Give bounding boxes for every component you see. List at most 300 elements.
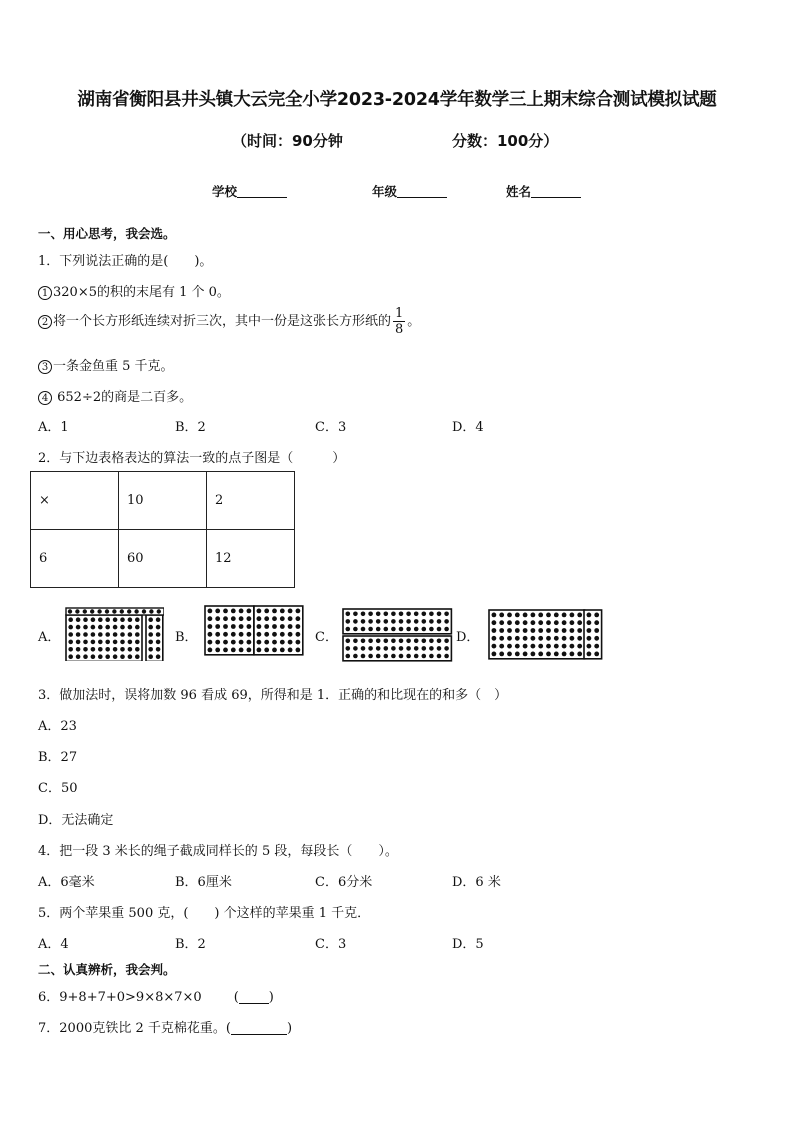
dot [264,624,269,629]
dot [296,609,301,614]
dot [135,625,140,630]
dot [492,652,497,657]
dot [444,619,449,624]
dot [353,627,358,632]
dot [215,632,220,637]
dot [239,632,244,637]
dot [239,609,244,614]
dot [68,640,73,645]
dot [264,648,269,653]
dot [361,654,366,659]
dot [562,644,567,649]
dot [83,632,88,637]
dot [346,646,351,651]
dot [570,644,575,649]
dot [554,652,559,657]
dot [531,644,536,649]
dot [135,647,140,652]
dot [507,652,512,657]
q1-statement-3 [38,355,174,374]
dot [437,654,442,659]
dot [83,647,88,652]
dot [499,644,504,649]
q3-option-a[interactable]: A．23 [38,719,77,734]
q5-option-b[interactable]: B．2 [175,937,206,952]
dot [594,628,599,633]
dot [272,609,277,614]
dot [507,620,512,625]
dot [135,632,140,637]
dot [444,612,449,617]
dot [492,613,497,618]
dot [406,619,411,624]
dot [272,632,277,637]
dot [105,640,110,645]
dot [368,627,373,632]
dot [429,639,434,644]
dot [128,632,133,637]
dot [414,654,419,659]
table-row [31,472,295,530]
dot [531,652,536,657]
dot [148,617,153,622]
dot [414,619,419,624]
fraction-denominator: 8 [395,322,404,337]
dot [594,652,599,657]
dot [587,636,592,641]
q1-stem: 1．下列说法正确的是( )。 [38,254,213,269]
dot [391,612,396,617]
dot [296,616,301,621]
score-label: 分数：100分） [452,132,559,150]
dot-block-frame [343,609,451,634]
dot [83,609,87,613]
dot [128,647,133,652]
circle-number-1: 1 [38,286,52,300]
dot [515,628,520,633]
dot [156,632,161,637]
school-label: 学校 [212,184,238,199]
q4-stem: 4．把一段 3 米长的绳子截成同样长的 5 段，每段长（ ）。 [38,844,398,859]
name-blank[interactable] [531,185,581,198]
dot [546,620,551,625]
q1-option-c[interactable]: C．3 [315,420,347,435]
dot [134,609,138,613]
dot-block-frame [584,610,602,659]
dot [91,640,96,645]
q4-option-a[interactable]: A．6毫米 [38,875,95,890]
dot [288,624,293,629]
dot [376,646,381,651]
dot [223,640,228,645]
dot [523,613,528,618]
dot [113,654,118,659]
dot [376,639,381,644]
q4-option-c[interactable]: C．6分米 [315,875,373,890]
dot [499,613,504,618]
dot [523,620,528,625]
dot [128,654,133,659]
dot [361,639,366,644]
name-label: 姓名 [506,184,532,199]
dot [437,619,442,624]
dot [98,617,103,622]
dot [91,632,96,637]
dot [280,640,285,645]
circle-number-3: 3 [38,360,52,374]
dot [288,648,293,653]
dot [562,652,567,657]
dot [135,640,140,645]
dot [120,654,125,659]
dot [546,644,551,649]
dot [247,648,252,653]
dot [437,646,442,651]
dot [98,654,103,659]
dot [128,617,133,622]
dot [499,628,504,633]
dot [391,627,396,632]
dot [247,609,252,614]
dot [594,613,599,618]
dot [399,654,404,659]
q2-option-d-label[interactable]: D． [456,630,480,645]
circle-number-2: 2 [38,315,52,329]
q5-option-d[interactable]: D．5 [452,937,484,952]
dot-diagram-d[interactable] [488,609,604,663]
fraction-one-eighth [393,306,405,337]
dot [577,652,582,657]
dot [148,654,153,659]
dot-diagram-c[interactable] [342,608,454,664]
dot [515,644,520,649]
dot [68,625,73,630]
dot [562,628,567,633]
dot [120,647,125,652]
dot-block-frame [146,615,163,661]
dot [515,652,520,657]
dot [208,648,213,653]
dot [247,624,252,629]
dot [264,609,269,614]
dot [587,644,592,649]
dot [223,624,228,629]
dot [399,646,404,651]
dot [376,654,381,659]
dot [280,616,285,621]
q7-answer-blank[interactable] [231,1022,287,1035]
dot [112,609,116,613]
dot [128,625,133,630]
dot [515,636,520,641]
q1-statement-4-text: 652÷2的商是二百多。 [53,390,193,405]
dot [414,612,419,617]
dot [562,613,567,618]
q7-statement [38,1017,292,1036]
q1-statement-1-text: 320×5的积的末尾有 1 个 0。 [53,285,230,300]
dot [156,654,161,659]
dot [361,612,366,617]
dot [288,609,293,614]
dot [399,619,404,624]
dot [384,612,389,617]
dot [68,617,73,622]
dot [127,609,131,613]
dot [156,625,161,630]
q5-option-a[interactable]: A．4 [38,937,69,952]
dot [135,654,140,659]
dot [587,652,592,657]
dot-block-frame [254,606,303,655]
dot [384,654,389,659]
dot [577,644,582,649]
dot [368,639,373,644]
dot [546,636,551,641]
dot [113,625,118,630]
dot [231,648,236,653]
dot [272,616,277,621]
dot [113,647,118,652]
q2-option-b-label[interactable]: B． [175,630,198,645]
dot [156,617,161,622]
dot [239,640,244,645]
dot [135,617,140,622]
dot [437,639,442,644]
dot [429,646,434,651]
q4-option-d[interactable]: D．6 米 [452,875,501,890]
dot [68,609,72,613]
q7-paren-close: ) [286,1021,293,1036]
dot [288,640,293,645]
table-cell: × [31,472,119,530]
dot [157,609,161,613]
dot [444,639,449,644]
dot [507,628,512,633]
dot [83,654,88,659]
dot [570,613,575,618]
dot-block-frame [489,610,585,659]
dot [406,654,411,659]
dot [105,617,110,622]
dot [91,617,96,622]
dot [76,654,81,659]
dot [208,616,213,621]
dot [422,619,427,624]
dot-block-frame [66,615,142,661]
q1-statement-2 [38,306,420,337]
dot [499,620,504,625]
q2-option-c-label[interactable]: C． [315,630,338,645]
dot [368,619,373,624]
dot [91,647,96,652]
dot [113,640,118,645]
dot [554,636,559,641]
q7-text: 7．2000克铁比 2 千克棉花重。( [38,1021,231,1036]
dot [507,636,512,641]
dot [97,609,101,613]
dot [353,619,358,624]
dot [231,609,236,614]
dot [391,654,396,659]
dot-diagram-a[interactable] [64,607,164,661]
dot [215,609,220,614]
dot [223,632,228,637]
dot [91,625,96,630]
q3-option-b[interactable]: B．27 [38,750,78,765]
dot [247,616,252,621]
dot [346,639,351,644]
dot [538,644,543,649]
dot [384,627,389,632]
table-cell: 2 [207,472,295,530]
dot [594,636,599,641]
dot [120,625,125,630]
q5-option-c[interactable]: C．3 [315,937,347,952]
dot [68,647,73,652]
dot [156,640,161,645]
dot [406,639,411,644]
dot [257,648,262,653]
dot [76,617,81,622]
dot [376,612,381,617]
q2-stem: 2．与下边表格表达的算法一致的点子图是（ ） [38,451,346,466]
dot [531,620,536,625]
dot [554,628,559,633]
q6-answer-blank[interactable] [239,991,269,1004]
dot [215,616,220,621]
q1-statement-3-text: 一条金鱼重 5 千克。 [53,359,174,374]
dot [90,609,94,613]
dot [280,648,285,653]
table-row [31,530,295,588]
dot [120,640,125,645]
dot [577,620,582,625]
q3-stem: 3．做加法时，误将加数 96 看成 69，所得和是 1．正确的和比现在的和多（ ） [38,688,508,703]
dot [353,654,358,659]
dot [361,627,366,632]
dot [562,620,567,625]
dot [414,639,419,644]
circle-number-4: 4 [38,391,52,405]
q1-option-d[interactable]: D．4 [452,420,484,435]
dot [98,632,103,637]
dot [507,644,512,649]
dot [120,632,125,637]
dot [113,617,118,622]
dot [149,609,153,613]
dot [523,628,528,633]
q6-text: 6．9+8+7+0>9×8×7×0 [38,990,202,1005]
dot [538,636,543,641]
dot [554,620,559,625]
dot [384,639,389,644]
grade-field [372,182,447,200]
dot [288,632,293,637]
dot [215,624,220,629]
dot [368,612,373,617]
dot [391,619,396,624]
dot [296,648,301,653]
dot [429,612,434,617]
dot [523,652,528,657]
dot [429,654,434,659]
dot [346,627,351,632]
dot [577,628,582,633]
q1-statement-2-text: 将一个长方形纸连续对折三次，其中一份是这张长方形纸的 [53,314,392,329]
dot [231,632,236,637]
dot [346,654,351,659]
dot [346,619,351,624]
dot [507,613,512,618]
grade-blank[interactable] [397,185,447,198]
dot-diagram-b[interactable] [204,605,304,659]
grade-label: 年级 [372,184,398,199]
dot [98,647,103,652]
school-blank[interactable] [237,185,287,198]
dot [247,632,252,637]
dot [142,609,146,613]
dot [546,652,551,657]
dot [83,617,88,622]
time-label: （时间：90分钟 [232,132,343,150]
q3-option-c[interactable]: C．50 [38,781,78,796]
dot [128,640,133,645]
dot [587,620,592,625]
dot [98,640,103,645]
dot [384,646,389,651]
dot [492,636,497,641]
dot [554,644,559,649]
dot [422,627,427,632]
q1-statement-4 [38,386,192,405]
dot [422,612,427,617]
dot [91,654,96,659]
dot [444,654,449,659]
dot [437,612,442,617]
dot [76,640,81,645]
q1-option-a[interactable]: A．1 [38,420,69,435]
dot [148,647,153,652]
dot [562,636,567,641]
q4-option-b[interactable]: B．6厘米 [175,875,232,890]
dot [391,639,396,644]
dot [264,640,269,645]
dot [546,613,551,618]
dot [406,612,411,617]
dot [353,646,358,651]
q1-option-b[interactable]: B．2 [175,420,206,435]
dot [492,628,497,633]
q6-paren-open: ( [233,990,239,1005]
dot-block-frame [205,606,254,655]
dot [76,647,81,652]
dot [208,632,213,637]
q6-paren-close: ) [268,990,274,1005]
dot [223,609,228,614]
dot [257,632,262,637]
dot [215,648,220,653]
q3-option-d[interactable]: D．无法确定 [38,813,114,828]
dot [376,627,381,632]
dot-block-frame [343,636,451,661]
dot [399,612,404,617]
dot [391,646,396,651]
dot [531,628,536,633]
dot [231,640,236,645]
q5-stem: 5．两个苹果重 500 克，( ) 个这样的苹果重 1 千克． [38,906,371,921]
q2-option-a-label[interactable]: A． [38,630,61,645]
section-1-heading: 一、用心思考，我会选。 [38,226,176,241]
